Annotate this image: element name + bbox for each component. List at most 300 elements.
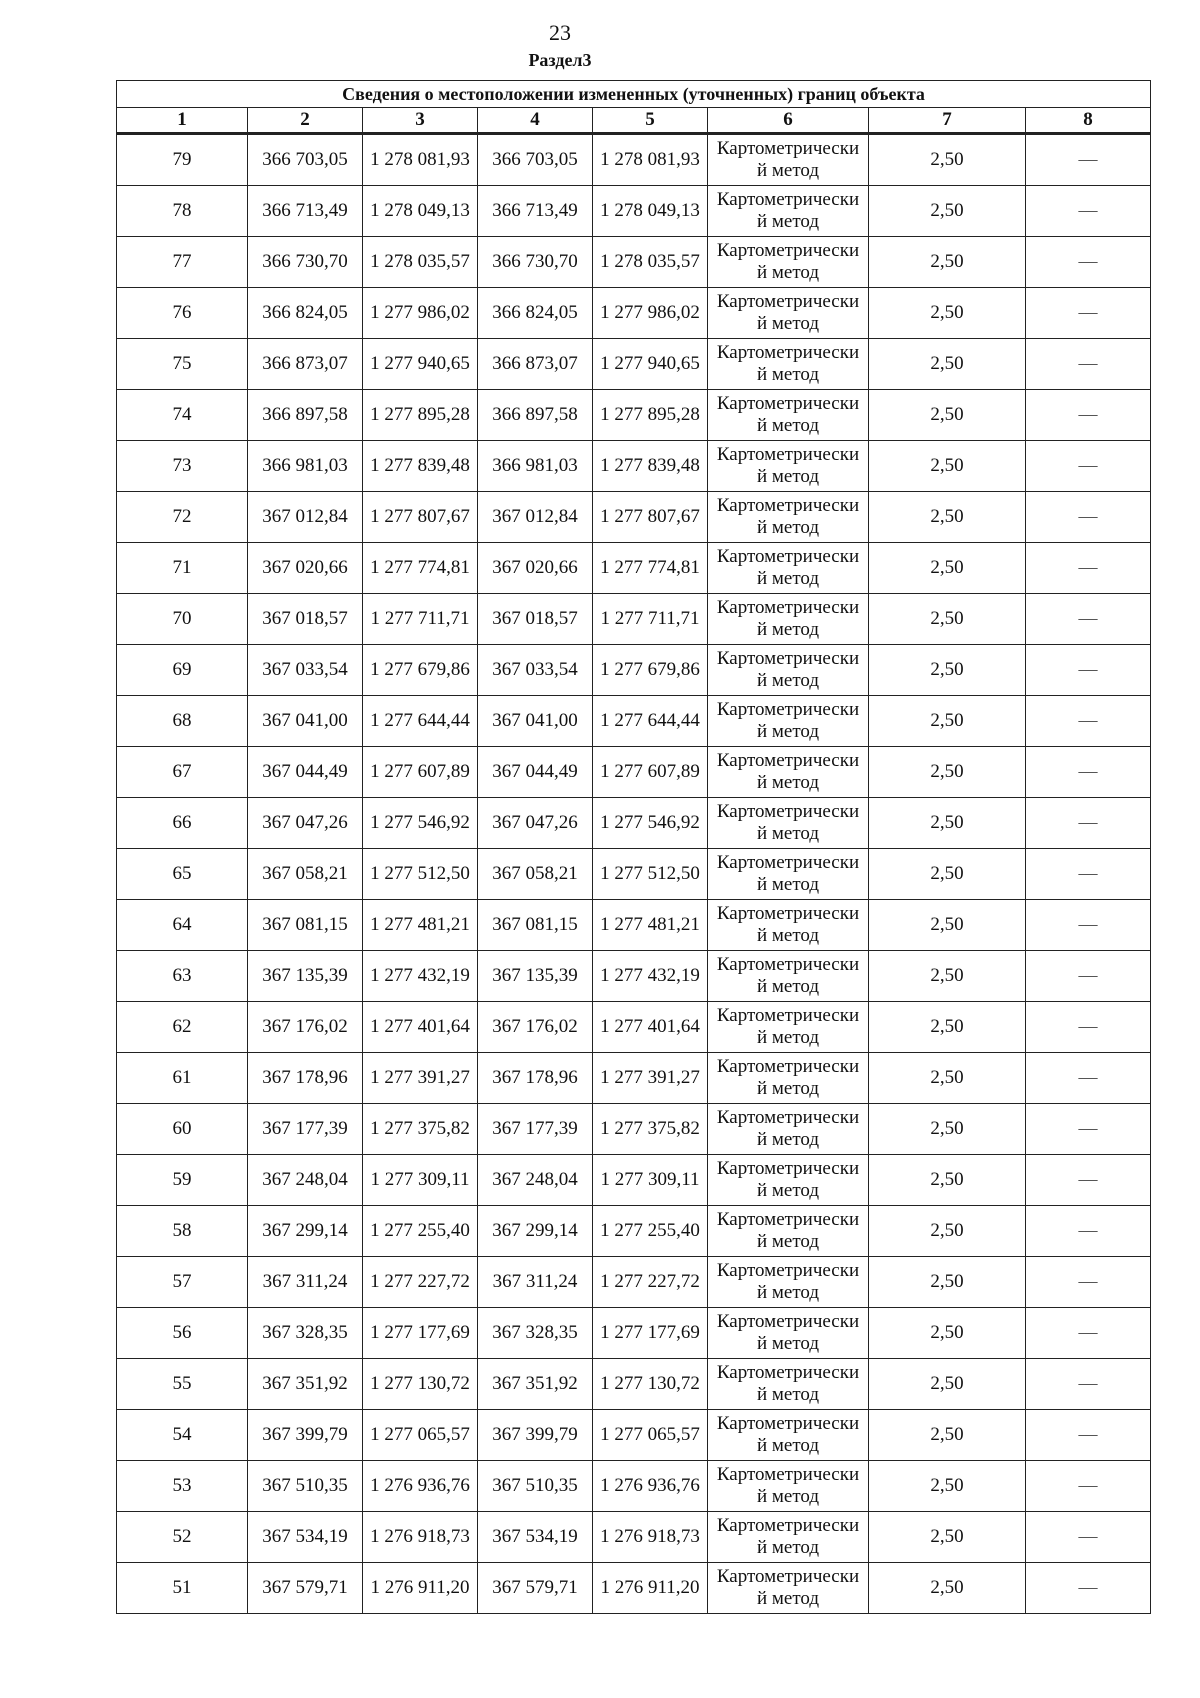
description-cell: — (1026, 288, 1151, 339)
description-cell: — (1026, 1257, 1151, 1308)
point-number-cell: 77 (117, 237, 248, 288)
method-line-1: Картометрически (716, 393, 860, 414)
coordinate-x-cell: 367 248,04 (248, 1155, 363, 1206)
point-number-cell: 67 (117, 747, 248, 798)
table-row (117, 186, 1151, 237)
method-line-2: й метод (756, 874, 820, 895)
coordinate-y-cell: 1 276 911,20 (363, 1563, 478, 1614)
coordinate-x-cell: 367 135,39 (248, 951, 363, 1002)
method-cell (708, 1563, 869, 1614)
description-cell: — (1026, 1461, 1151, 1512)
table-row (117, 1563, 1151, 1614)
method-line-2: й метод (756, 1078, 820, 1099)
method-line-2: й метод (756, 415, 820, 436)
method-line-1: Картометрически (716, 1260, 860, 1281)
table-row (117, 1359, 1151, 1410)
coordinate-y-cell: 1 277 432,19 (363, 951, 478, 1002)
description-cell: — (1026, 492, 1151, 543)
point-number-cell: 58 (117, 1206, 248, 1257)
description-cell: — (1026, 1512, 1151, 1563)
method-line-2: й метод (756, 160, 820, 181)
table-row (117, 339, 1151, 390)
coordinate-y-new-cell: 1 276 911,20 (593, 1563, 708, 1614)
coordinate-y-cell: 1 276 918,73 (363, 1512, 478, 1563)
table-row (117, 1410, 1151, 1461)
accuracy-cell: 2,50 (869, 1563, 1026, 1614)
column-header-row (117, 108, 1151, 134)
table-row (117, 134, 1151, 186)
method-line-1: Картометрически (716, 954, 860, 975)
method-line-1: Картометрически (716, 699, 860, 720)
coordinate-x-cell: 367 058,21 (248, 849, 363, 900)
method-line-2: й метод (756, 1588, 820, 1609)
coordinate-x-new-cell: 367 351,92 (478, 1359, 593, 1410)
coordinate-y-cell: 1 277 940,65 (363, 339, 478, 390)
table-row (117, 1461, 1151, 1512)
point-number-cell: 71 (117, 543, 248, 594)
coordinate-y-new-cell: 1 277 986,02 (593, 288, 708, 339)
coordinate-y-new-cell: 1 277 512,50 (593, 849, 708, 900)
coordinate-x-cell: 367 579,71 (248, 1563, 363, 1614)
table-row (117, 900, 1151, 951)
method-cell (708, 798, 869, 849)
point-number-cell: 53 (117, 1461, 248, 1512)
table-row (117, 951, 1151, 1002)
coordinate-x-cell: 367 176,02 (248, 1002, 363, 1053)
accuracy-cell: 2,50 (869, 1359, 1026, 1410)
point-number-cell: 59 (117, 1155, 248, 1206)
coordinate-y-cell: 1 277 309,11 (363, 1155, 478, 1206)
coordinate-x-cell: 367 534,19 (248, 1512, 363, 1563)
description-cell: — (1026, 798, 1151, 849)
accuracy-cell: 2,50 (869, 1512, 1026, 1563)
table-row (117, 747, 1151, 798)
accuracy-cell: 2,50 (869, 1206, 1026, 1257)
coordinate-x-new-cell: 366 897,58 (478, 390, 593, 441)
coordinate-y-cell: 1 277 130,72 (363, 1359, 478, 1410)
point-number-cell: 78 (117, 186, 248, 237)
accuracy-cell: 2,50 (869, 849, 1026, 900)
description-cell: — (1026, 696, 1151, 747)
coordinate-x-new-cell: 366 824,05 (478, 288, 593, 339)
coordinate-x-new-cell: 366 873,07 (478, 339, 593, 390)
accuracy-cell: 2,50 (869, 594, 1026, 645)
table-row (117, 1053, 1151, 1104)
coordinate-y-new-cell: 1 277 940,65 (593, 339, 708, 390)
coordinate-x-new-cell: 367 328,35 (478, 1308, 593, 1359)
method-cell (708, 134, 869, 186)
accuracy-cell: 2,50 (869, 798, 1026, 849)
coordinate-x-cell: 366 730,70 (248, 237, 363, 288)
description-cell: — (1026, 1002, 1151, 1053)
description-cell: — (1026, 1104, 1151, 1155)
coordinate-y-cell: 1 277 839,48 (363, 441, 478, 492)
coordinate-y-cell: 1 278 035,57 (363, 237, 478, 288)
column-header: 1 (117, 108, 248, 134)
coordinate-y-cell: 1 277 375,82 (363, 1104, 478, 1155)
coordinate-y-cell: 1 277 546,92 (363, 798, 478, 849)
table-row (117, 543, 1151, 594)
method-line-1: Картометрически (716, 1515, 860, 1536)
coordinate-x-new-cell: 367 311,24 (478, 1257, 593, 1308)
coordinate-y-new-cell: 1 277 711,71 (593, 594, 708, 645)
coordinate-y-new-cell: 1 277 401,64 (593, 1002, 708, 1053)
method-cell (708, 747, 869, 798)
method-cell (708, 1461, 869, 1512)
method-line-1: Картометрически (716, 1005, 860, 1026)
point-number-cell: 51 (117, 1563, 248, 1614)
column-header: 5 (593, 108, 708, 134)
accuracy-cell: 2,50 (869, 645, 1026, 696)
coordinate-x-cell: 367 044,49 (248, 747, 363, 798)
table-row (117, 1002, 1151, 1053)
coordinate-y-new-cell: 1 276 936,76 (593, 1461, 708, 1512)
table-row (117, 1308, 1151, 1359)
method-line-1: Картометрически (716, 1209, 860, 1230)
table-row (117, 1155, 1151, 1206)
coordinate-x-cell: 367 018,57 (248, 594, 363, 645)
coordinate-y-cell: 1 277 481,21 (363, 900, 478, 951)
description-cell: — (1026, 1410, 1151, 1461)
accuracy-cell: 2,50 (869, 492, 1026, 543)
method-cell (708, 1410, 869, 1461)
method-line-2: й метод (756, 1231, 820, 1252)
method-line-1: Картометрически (716, 1056, 860, 1077)
accuracy-cell: 2,50 (869, 1002, 1026, 1053)
accuracy-cell: 2,50 (869, 1155, 1026, 1206)
table-row (117, 1257, 1151, 1308)
description-cell: — (1026, 1359, 1151, 1410)
coordinate-x-new-cell: 367 018,57 (478, 594, 593, 645)
coordinate-x-cell: 366 981,03 (248, 441, 363, 492)
table-row (117, 288, 1151, 339)
coordinate-y-cell: 1 277 391,27 (363, 1053, 478, 1104)
method-cell (708, 339, 869, 390)
point-number-cell: 52 (117, 1512, 248, 1563)
column-header: 8 (1026, 108, 1151, 134)
coordinate-y-cell: 1 277 774,81 (363, 543, 478, 594)
table-row (117, 594, 1151, 645)
coordinate-y-new-cell: 1 277 130,72 (593, 1359, 708, 1410)
method-line-2: й метод (756, 1333, 820, 1354)
coordinate-y-cell: 1 277 177,69 (363, 1308, 478, 1359)
method-cell (708, 1104, 869, 1155)
method-cell (708, 1512, 869, 1563)
description-cell: — (1026, 1563, 1151, 1614)
coordinate-x-cell: 367 020,66 (248, 543, 363, 594)
coordinate-y-cell: 1 277 711,71 (363, 594, 478, 645)
method-line-1: Картометрически (716, 1566, 860, 1587)
method-cell (708, 849, 869, 900)
method-line-1: Картометрически (716, 240, 860, 261)
description-cell: — (1026, 1155, 1151, 1206)
method-line-1: Картометрически (716, 750, 860, 771)
description-cell: — (1026, 645, 1151, 696)
coordinate-y-new-cell: 1 277 309,11 (593, 1155, 708, 1206)
method-line-2: й метод (756, 1384, 820, 1405)
coordinate-y-new-cell: 1 277 607,89 (593, 747, 708, 798)
coordinate-x-new-cell: 367 012,84 (478, 492, 593, 543)
description-cell: — (1026, 543, 1151, 594)
method-line-1: Картометрически (716, 546, 860, 567)
table-row (117, 1512, 1151, 1563)
method-line-2: й метод (756, 721, 820, 742)
method-cell (708, 390, 869, 441)
coordinate-x-cell: 367 328,35 (248, 1308, 363, 1359)
method-cell (708, 441, 869, 492)
coordinate-y-new-cell: 1 277 546,92 (593, 798, 708, 849)
method-cell (708, 1053, 869, 1104)
method-line-2: й метод (756, 1282, 820, 1303)
table-row (117, 1104, 1151, 1155)
point-number-cell: 70 (117, 594, 248, 645)
method-cell (708, 1257, 869, 1308)
point-number-cell: 79 (117, 134, 248, 186)
table-row (117, 696, 1151, 747)
method-line-2: й метод (756, 466, 820, 487)
coordinate-y-cell: 1 277 255,40 (363, 1206, 478, 1257)
point-number-cell: 73 (117, 441, 248, 492)
coordinate-x-new-cell: 367 299,14 (478, 1206, 593, 1257)
coordinate-y-cell: 1 277 512,50 (363, 849, 478, 900)
accuracy-cell: 2,50 (869, 134, 1026, 186)
method-cell (708, 543, 869, 594)
coordinate-x-cell: 366 824,05 (248, 288, 363, 339)
coordinate-x-new-cell: 367 135,39 (478, 951, 593, 1002)
method-line-2: й метод (756, 211, 820, 232)
method-line-1: Картометрически (716, 1311, 860, 1332)
description-cell: — (1026, 900, 1151, 951)
point-number-cell: 74 (117, 390, 248, 441)
method-cell (708, 1155, 869, 1206)
coordinate-y-new-cell: 1 278 049,13 (593, 186, 708, 237)
table-row (117, 645, 1151, 696)
coordinate-y-new-cell: 1 277 227,72 (593, 1257, 708, 1308)
method-line-2: й метод (756, 517, 820, 538)
coordinate-y-new-cell: 1 277 391,27 (593, 1053, 708, 1104)
method-line-2: й метод (756, 976, 820, 997)
method-line-1: Картометрически (716, 852, 860, 873)
table-row (117, 237, 1151, 288)
coordinate-y-new-cell: 1 277 481,21 (593, 900, 708, 951)
method-cell (708, 492, 869, 543)
method-cell (708, 288, 869, 339)
accuracy-cell: 2,50 (869, 1257, 1026, 1308)
coordinate-x-new-cell: 367 579,71 (478, 1563, 593, 1614)
coordinate-y-cell: 1 277 807,67 (363, 492, 478, 543)
coordinate-x-cell: 366 703,05 (248, 134, 363, 186)
point-number-cell: 72 (117, 492, 248, 543)
method-line-2: й метод (756, 364, 820, 385)
method-line-1: Картометрически (716, 1158, 860, 1179)
description-cell: — (1026, 747, 1151, 798)
coordinate-y-new-cell: 1 277 679,86 (593, 645, 708, 696)
method-line-2: й метод (756, 772, 820, 793)
accuracy-cell: 2,50 (869, 1104, 1026, 1155)
method-line-2: й метод (756, 925, 820, 946)
table-body (117, 134, 1151, 1614)
coordinate-x-new-cell: 367 177,39 (478, 1104, 593, 1155)
table-row (117, 1206, 1151, 1257)
method-line-1: Картометрически (716, 801, 860, 822)
coordinate-x-new-cell: 367 044,49 (478, 747, 593, 798)
coordinate-y-new-cell: 1 277 177,69 (593, 1308, 708, 1359)
coordinate-y-cell: 1 278 081,93 (363, 134, 478, 186)
point-number-cell: 68 (117, 696, 248, 747)
section-title: Раздел3 (528, 50, 592, 70)
method-cell (708, 900, 869, 951)
coordinate-y-new-cell: 1 278 035,57 (593, 237, 708, 288)
method-line-1: Картометрически (716, 1464, 860, 1485)
coordinate-x-cell: 367 178,96 (248, 1053, 363, 1104)
coordinate-x-new-cell: 367 248,04 (478, 1155, 593, 1206)
accuracy-cell: 2,50 (869, 1308, 1026, 1359)
coordinate-x-new-cell: 366 703,05 (478, 134, 593, 186)
coordinate-x-cell: 367 033,54 (248, 645, 363, 696)
coordinate-y-new-cell: 1 277 644,44 (593, 696, 708, 747)
method-line-1: Картометрически (716, 444, 860, 465)
method-line-1: Картометрически (716, 291, 860, 312)
method-line-2: й метод (756, 1129, 820, 1150)
coordinate-y-cell: 1 277 895,28 (363, 390, 478, 441)
point-number-cell: 66 (117, 798, 248, 849)
accuracy-cell: 2,50 (869, 951, 1026, 1002)
accuracy-cell: 2,50 (869, 696, 1026, 747)
coordinate-x-new-cell: 367 178,96 (478, 1053, 593, 1104)
method-line-1: Картометрически (716, 1413, 860, 1434)
column-header: 4 (478, 108, 593, 134)
method-line-2: й метод (756, 619, 820, 640)
coordinate-y-new-cell: 1 277 839,48 (593, 441, 708, 492)
description-cell: — (1026, 186, 1151, 237)
coordinate-x-cell: 367 351,92 (248, 1359, 363, 1410)
coordinate-x-new-cell: 367 041,00 (478, 696, 593, 747)
coordinate-y-new-cell: 1 277 895,28 (593, 390, 708, 441)
table-row (117, 441, 1151, 492)
description-cell: — (1026, 1206, 1151, 1257)
coordinate-y-new-cell: 1 277 375,82 (593, 1104, 708, 1155)
method-line-2: й метод (756, 670, 820, 691)
table-row (117, 798, 1151, 849)
column-header: 3 (363, 108, 478, 134)
coordinate-y-cell: 1 276 936,76 (363, 1461, 478, 1512)
boundary-coordinates-table (116, 80, 1151, 1614)
coordinate-x-cell: 367 047,26 (248, 798, 363, 849)
coordinate-x-cell: 367 041,00 (248, 696, 363, 747)
coordinate-y-new-cell: 1 277 432,19 (593, 951, 708, 1002)
coordinate-y-cell: 1 277 227,72 (363, 1257, 478, 1308)
accuracy-cell: 2,50 (869, 747, 1026, 798)
description-cell: — (1026, 1308, 1151, 1359)
method-line-1: Картометрически (716, 648, 860, 669)
point-number-cell: 54 (117, 1410, 248, 1461)
method-line-1: Картометрически (716, 189, 860, 210)
coordinate-y-new-cell: 1 277 774,81 (593, 543, 708, 594)
coordinate-x-cell: 366 873,07 (248, 339, 363, 390)
coordinate-y-cell: 1 277 644,44 (363, 696, 478, 747)
accuracy-cell: 2,50 (869, 288, 1026, 339)
column-header: 7 (869, 108, 1026, 134)
method-cell (708, 186, 869, 237)
accuracy-cell: 2,50 (869, 1053, 1026, 1104)
method-line-1: Картометрически (716, 903, 860, 924)
coordinate-x-new-cell: 367 510,35 (478, 1461, 593, 1512)
coordinate-x-new-cell: 367 058,21 (478, 849, 593, 900)
description-cell: — (1026, 849, 1151, 900)
coordinate-x-new-cell: 367 081,15 (478, 900, 593, 951)
coordinate-x-cell: 366 897,58 (248, 390, 363, 441)
coordinate-x-new-cell: 366 730,70 (478, 237, 593, 288)
point-number-cell: 61 (117, 1053, 248, 1104)
accuracy-cell: 2,50 (869, 441, 1026, 492)
coordinate-x-cell: 366 713,49 (248, 186, 363, 237)
point-number-cell: 75 (117, 339, 248, 390)
point-number-cell: 65 (117, 849, 248, 900)
point-number-cell: 63 (117, 951, 248, 1002)
coordinate-y-new-cell: 1 278 081,93 (593, 134, 708, 186)
coordinate-y-cell: 1 277 065,57 (363, 1410, 478, 1461)
method-line-2: й метод (756, 1027, 820, 1048)
method-line-2: й метод (756, 1180, 820, 1201)
coordinate-x-cell: 367 311,24 (248, 1257, 363, 1308)
coordinate-y-new-cell: 1 276 918,73 (593, 1512, 708, 1563)
method-cell (708, 1206, 869, 1257)
method-line-2: й метод (756, 568, 820, 589)
point-number-cell: 56 (117, 1308, 248, 1359)
column-header: 6 (708, 108, 869, 134)
accuracy-cell: 2,50 (869, 390, 1026, 441)
description-cell: — (1026, 134, 1151, 186)
page-number: 23 (549, 20, 571, 45)
description-cell: — (1026, 237, 1151, 288)
coordinate-x-cell: 367 510,35 (248, 1461, 363, 1512)
method-line-2: й метод (756, 262, 820, 283)
coordinate-x-new-cell: 367 033,54 (478, 645, 593, 696)
point-number-cell: 60 (117, 1104, 248, 1155)
accuracy-cell: 2,50 (869, 900, 1026, 951)
description-cell: — (1026, 1053, 1151, 1104)
coordinate-x-cell: 367 081,15 (248, 900, 363, 951)
method-line-1: Картометрически (716, 138, 860, 159)
method-line-2: й метод (756, 1537, 820, 1558)
coordinate-x-cell: 367 012,84 (248, 492, 363, 543)
table-row (117, 390, 1151, 441)
method-cell (708, 1002, 869, 1053)
coordinate-x-new-cell: 367 047,26 (478, 798, 593, 849)
method-line-1: Картометрически (716, 1362, 860, 1383)
coordinate-x-new-cell: 366 713,49 (478, 186, 593, 237)
method-line-2: й метод (756, 823, 820, 844)
description-cell: — (1026, 441, 1151, 492)
method-line-1: Картометрически (716, 342, 860, 363)
coordinate-y-cell: 1 277 401,64 (363, 1002, 478, 1053)
coordinate-x-new-cell: 367 176,02 (478, 1002, 593, 1053)
coordinate-y-cell: 1 277 986,02 (363, 288, 478, 339)
point-number-cell: 76 (117, 288, 248, 339)
point-number-cell: 69 (117, 645, 248, 696)
point-number-cell: 64 (117, 900, 248, 951)
method-cell (708, 1308, 869, 1359)
method-cell (708, 237, 869, 288)
coordinate-x-cell: 367 177,39 (248, 1104, 363, 1155)
method-line-2: й метод (756, 1486, 820, 1507)
point-number-cell: 62 (117, 1002, 248, 1053)
accuracy-cell: 2,50 (869, 1410, 1026, 1461)
description-cell: — (1026, 339, 1151, 390)
coordinate-y-new-cell: 1 277 255,40 (593, 1206, 708, 1257)
accuracy-cell: 2,50 (869, 543, 1026, 594)
coordinate-x-new-cell: 367 399,79 (478, 1410, 593, 1461)
